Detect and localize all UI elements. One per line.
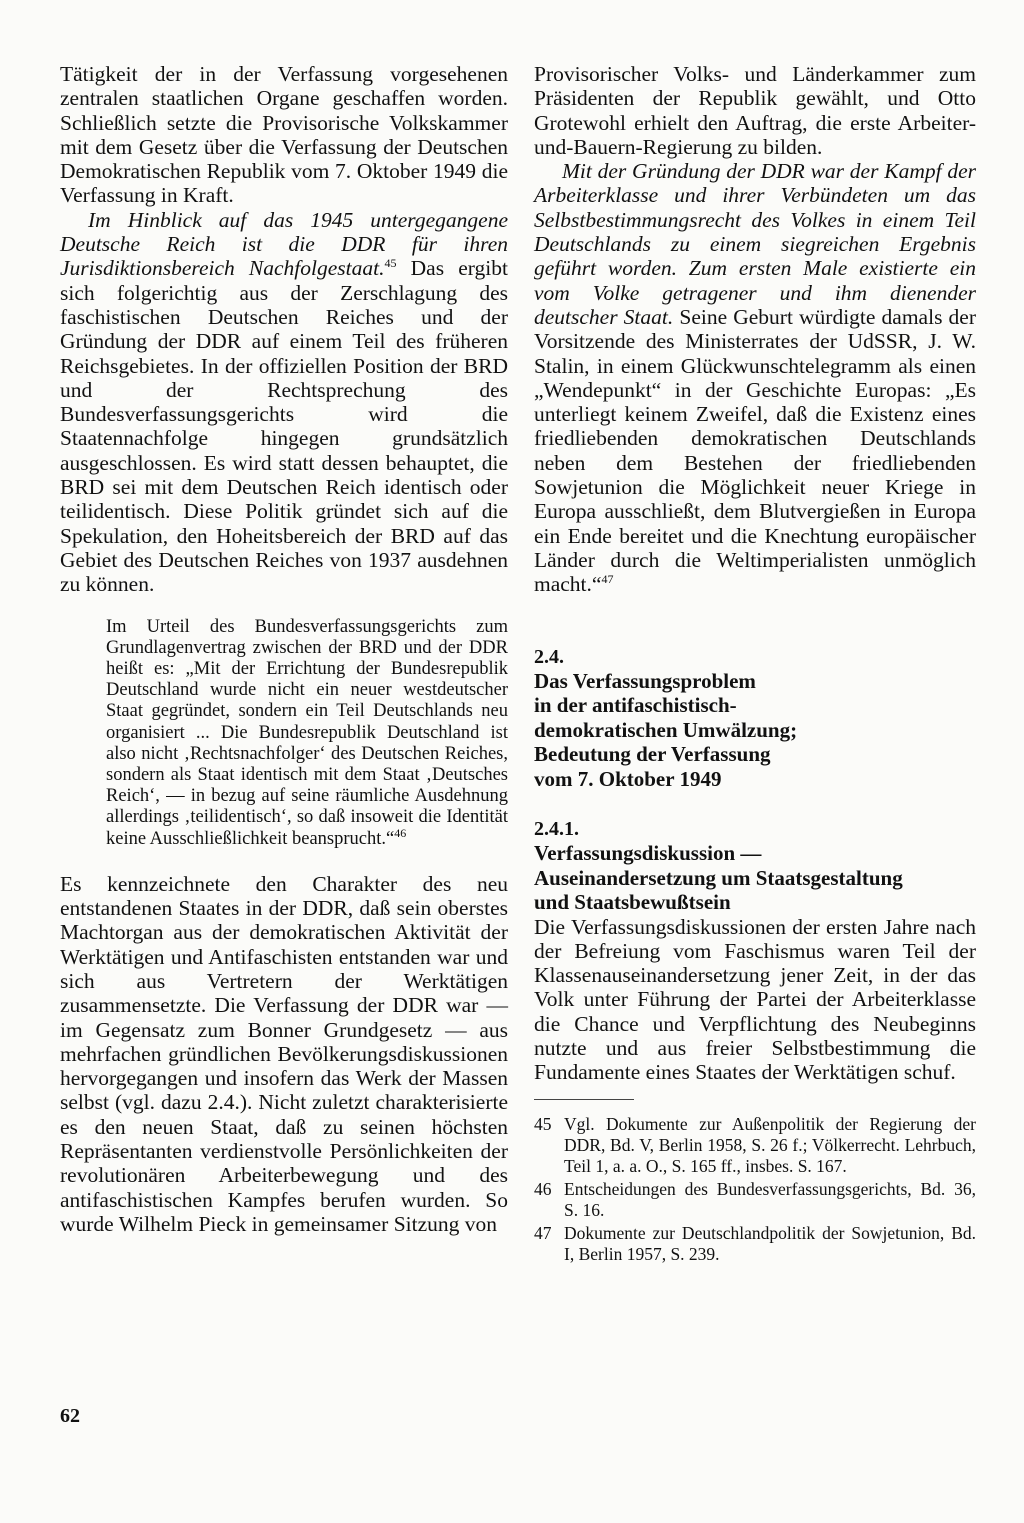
paragraph-left-3: Es kennzeichnete den Charakter des neu entstandenen Staates in der DDR, daß sein oberstes Machtorgan aus der demokratischen Aktivität der Werktätigen und Antifaschisten entstanden war und sich aus Vertretern der Werktätigen zusammensetzte. Die Verfassung der DDR war — im Gegensatz zum Bonner Grundgesetz — aus mehrfachen gründlichen Bevölkerungsdiskussionen hervorgegangen und insofern das Werk der Massen selbst (vgl. dazu 2.4.). Nicht zuletzt charakterisierte es den neuen Staat, daß zu seinen höchsten Repräsentanten verdienstvolle Persönlichkeiten der revolutionären Arbeiterbewegung und des antifaschistischen Kampfes berufen wurden. So wurde Wilhelm Pieck in gemeinsamer Sitzung von	[60, 871, 508, 1236]
section-title-line: in der antifaschistisch-	[534, 693, 737, 718]
footnote-number: 46	[534, 1178, 552, 1199]
paragraph-right-1: Provisorischer Volks- und Länderkammer zum Präsidenten der Republik gewählt, und Otto Grotewohl erhielt den Auftrag, die erste Arbeiter-und-Bauern-Regierung zu bilden.	[534, 62, 976, 159]
footnote-number: 47	[534, 1222, 552, 1243]
footnote-ref-47: 47	[601, 572, 614, 587]
block-quote	[106, 617, 508, 850]
paragraph-left-2	[60, 208, 508, 597]
italic-thesis-left: Im Hinblick auf das 1945 untergegangene Deutsche Reich ist die DDR für ihren Jurisdiktionsbereich Nachfolgestaat.	[60, 207, 508, 281]
subsection-title-line: Verfassungsdiskussion —	[534, 841, 762, 866]
section-number: 2.4.	[534, 645, 564, 668]
footnote-text: Dokumente zur Deutschlandpolitik der Sowjetunion, Bd. I, Berlin 1957, S. 239.	[564, 1222, 976, 1264]
footnote-ref-46: 46	[394, 825, 407, 840]
footnotes	[534, 1114, 976, 1265]
subsection-title-line: Auseinandersetzung um Staatsgestaltung	[534, 865, 903, 890]
section-title-line: Bedeutung der Verfassung	[534, 742, 771, 767]
section-title-line: vom 7. Oktober 1949	[534, 766, 722, 791]
footnote	[534, 1114, 976, 1177]
subsection-heading	[534, 817, 976, 915]
section-heading	[534, 645, 976, 792]
footnote-text: Entscheidungen des Bundesverfassungsgerichts, Bd. 36, S. 16.	[564, 1178, 976, 1220]
section-title-line: demokratischen Umwälzung;	[534, 717, 798, 742]
paragraph-left-2-rest: Das ergibt sich folgerichtig aus der Zerschlagung des faschistischen Deutschen Reiches und der Gründung der DDR auf einem Teil des früheren Reichsgebietes. In der offiziellen Position der BRD und der Rechtsprechung des Bundesverfassungsgerichts wird die Staatennachfolge hingegen grundsätzlich ausgeschlossen. Es wird statt dessen behauptet, die BRD sei mit dem Deutschen Reich identisch oder teilidentisch. Diese Politik gründet sich auf die Spekulation, den Hoheitsbereich der BRD auf das Gebiet des Deutschen Reiches von 1937 ausdehnen zu können.	[60, 256, 509, 597]
paragraph-right-2-rest: Seine Geburt würdigte damals der Vorsitzende des Ministerrates der UdSSR, J. W. Stalin, in einem Glückwunschtelegramm als einen „Wendepunkt“ in der Geschichte Europas: „Es unterliegt keinem Zweifel, daß die Existenz eines friedliebenden demokratischen Deutschlands neben dem Bestehen der friedliebenden Sowjetunion die Möglichkeit neuer Kriege in Europa ausschließt, dem Blutvergießen in Europa ein Ende bereitet und die Knechtung europäischer Länder durch die Weltimperialisten unmöglich macht.“	[534, 304, 976, 597]
footnote-divider	[534, 1099, 634, 1100]
right-column	[534, 62, 976, 1267]
section-title-line: Das Verfassungsproblem	[534, 668, 756, 693]
footnote	[534, 1223, 976, 1265]
paragraph-left-1: Tätigkeit der in der Verfassung vorgesehenen zentralen staatlichen Organe geschaffen worden. Schließlich setzte die Provisorische Volkskammer mit dem Gesetz über die Verfassung der Deutschen Demokratischen Republik vom 7. Oktober 1949 die Verfassung in Kraft.	[60, 62, 508, 208]
page-number: 62	[60, 1405, 80, 1427]
subsection-number: 2.4.1.	[534, 818, 579, 841]
italic-thesis-right: Mit der Gründung der DDR war der Kampf der Arbeiterklasse und ihrer Verbündeten um das Selbstbestimmungsrecht des Volkes in einem Teil Deutschlands zu einem siegreichen Ergebnis geführt worden. Zum ersten Male existierte ein vom Volke getragener und ihm dienender deutscher Staat.	[534, 159, 976, 329]
block-quote-text: Im Urteil des Bundesverfassungsgerichts zum Grundlagenvertrag zwischen der BRD und der DDR heißt es: „Mit der Errichtung der Bundesrepublik Deutschland wurde nicht ein neuer westdeutscher Staat gegründet, sondern ein Teil Deutschlands neu organisiert ... Die Bundesrepublik Deutschland ist also nicht ‚Rechtsnachfolger‘ des Deutschen Reiches, sondern als Staat identisch mit dem Staat ‚Deutsches Reich‘, — in bezug auf seine räumliche Ausdehnung allerdings ‚teilidentisch‘, so daß insoweit die Identität keine Ausschließlichkeit beansprucht.“	[106, 616, 508, 849]
subsection-title-line: und Staatsbewußtsein	[534, 890, 731, 915]
footnote	[534, 1179, 976, 1221]
paragraph-right-2	[534, 159, 976, 596]
paragraph-right-3: Die Verfassungsdiskussionen der ersten Jahre nach der Befreiung vom Faschismus waren Teil der Klassenauseinandersetzung jener Zeit, in der das Volk unter Führung der Partei der Arbeiterklasse die Chance und Verpflichtung des Neubeginns nutzte und aus freier Selbstbestimmung die Fundamente eines Staates der Werktätigen schuf.	[534, 914, 976, 1085]
footnote-number: 45	[534, 1113, 552, 1134]
footnote-text: Vgl. Dokumente zur Außenpolitik der Regierung der DDR, Bd. V, Berlin 1958, S. 26 f.; Völkerrecht. Lehrbuch, Teil 1, a. a. O., S. 165 ff., insbes. S. 167.	[564, 1113, 976, 1176]
left-column	[60, 62, 508, 1236]
footnote-ref-45: 45	[384, 256, 397, 271]
